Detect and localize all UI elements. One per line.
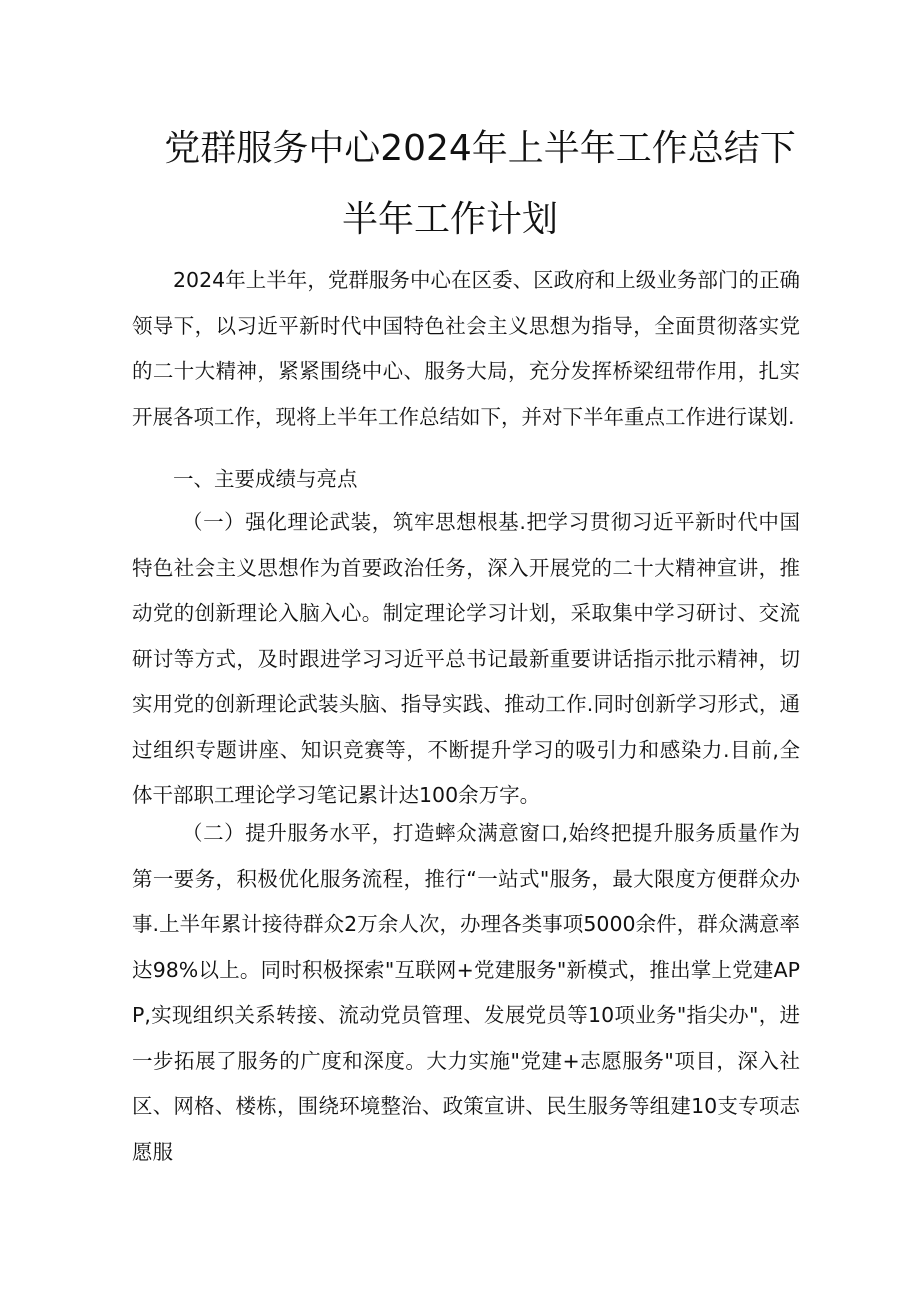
section-heading-main-achievements: 一、主要成绩与亮点 <box>173 467 358 491</box>
document-title-line-2: 半年工作计划 <box>341 199 558 240</box>
intro-paragraph: 2024年上半年，党群服务中心在区委、区政府和上级业务部门的正确领导下，以习近平新时代中国特色社会主义思想为指导，全面贯彻落实党的二十大精神，紧紧围绕中心、服务大局，充分发挥桥梁纽带作用，扎实开展各项工作，现将上半年工作总结如下，并对下半年重点工作进行谋划. <box>132 268 800 429</box>
section-2-paragraph: （二）提升服务水平，打造蟀众满意窗口,始终把提升服务质量作为第一要务，积极优化服务流程，推行“一站式"服务，最大限度方便群众办事.上半年累计接待群众2万余人次，办理各类事项5000余件，群众满意率达98%以上。同时积极探索"互联网+党建服务"新模式，推出掌上党建APP,实现组织关系转接、流动党员管理、发展党员等10项业务"指尖办"，进一步拓展了服务的广度和深度。大力实施"党建+志愿服务"项目，深入社区、网格、楼栋，围绕环境整治、政策宣讲、民生服务等组建10支专项志愿服 <box>132 821 800 1164</box>
section-1-paragraph: （一）强化理论武装，筑牢思想根基.把学习贯彻习近平新时代中国特色社会主义思想作为首要政治任务，深入开展党的二十大精神宣讲，推动党的创新理论入脑入心。制定理论学习计划，采取集中学习研讨、交流研讨等方式，及时跟进学习习近平总书记最新重要讲话指示批示精神，切实用党的创新理论武装头脑、指导实践、推动工作.同时创新学习形式，通过组织专题讲座、知识竞赛等，不断提升学习的吸引力和感染力.目前,全体干部职工理论学习笔记累计达100余万字。 <box>132 510 800 807</box>
document-title-line-1: 党群服务中心2024年上半年工作总结下 <box>164 128 796 169</box>
